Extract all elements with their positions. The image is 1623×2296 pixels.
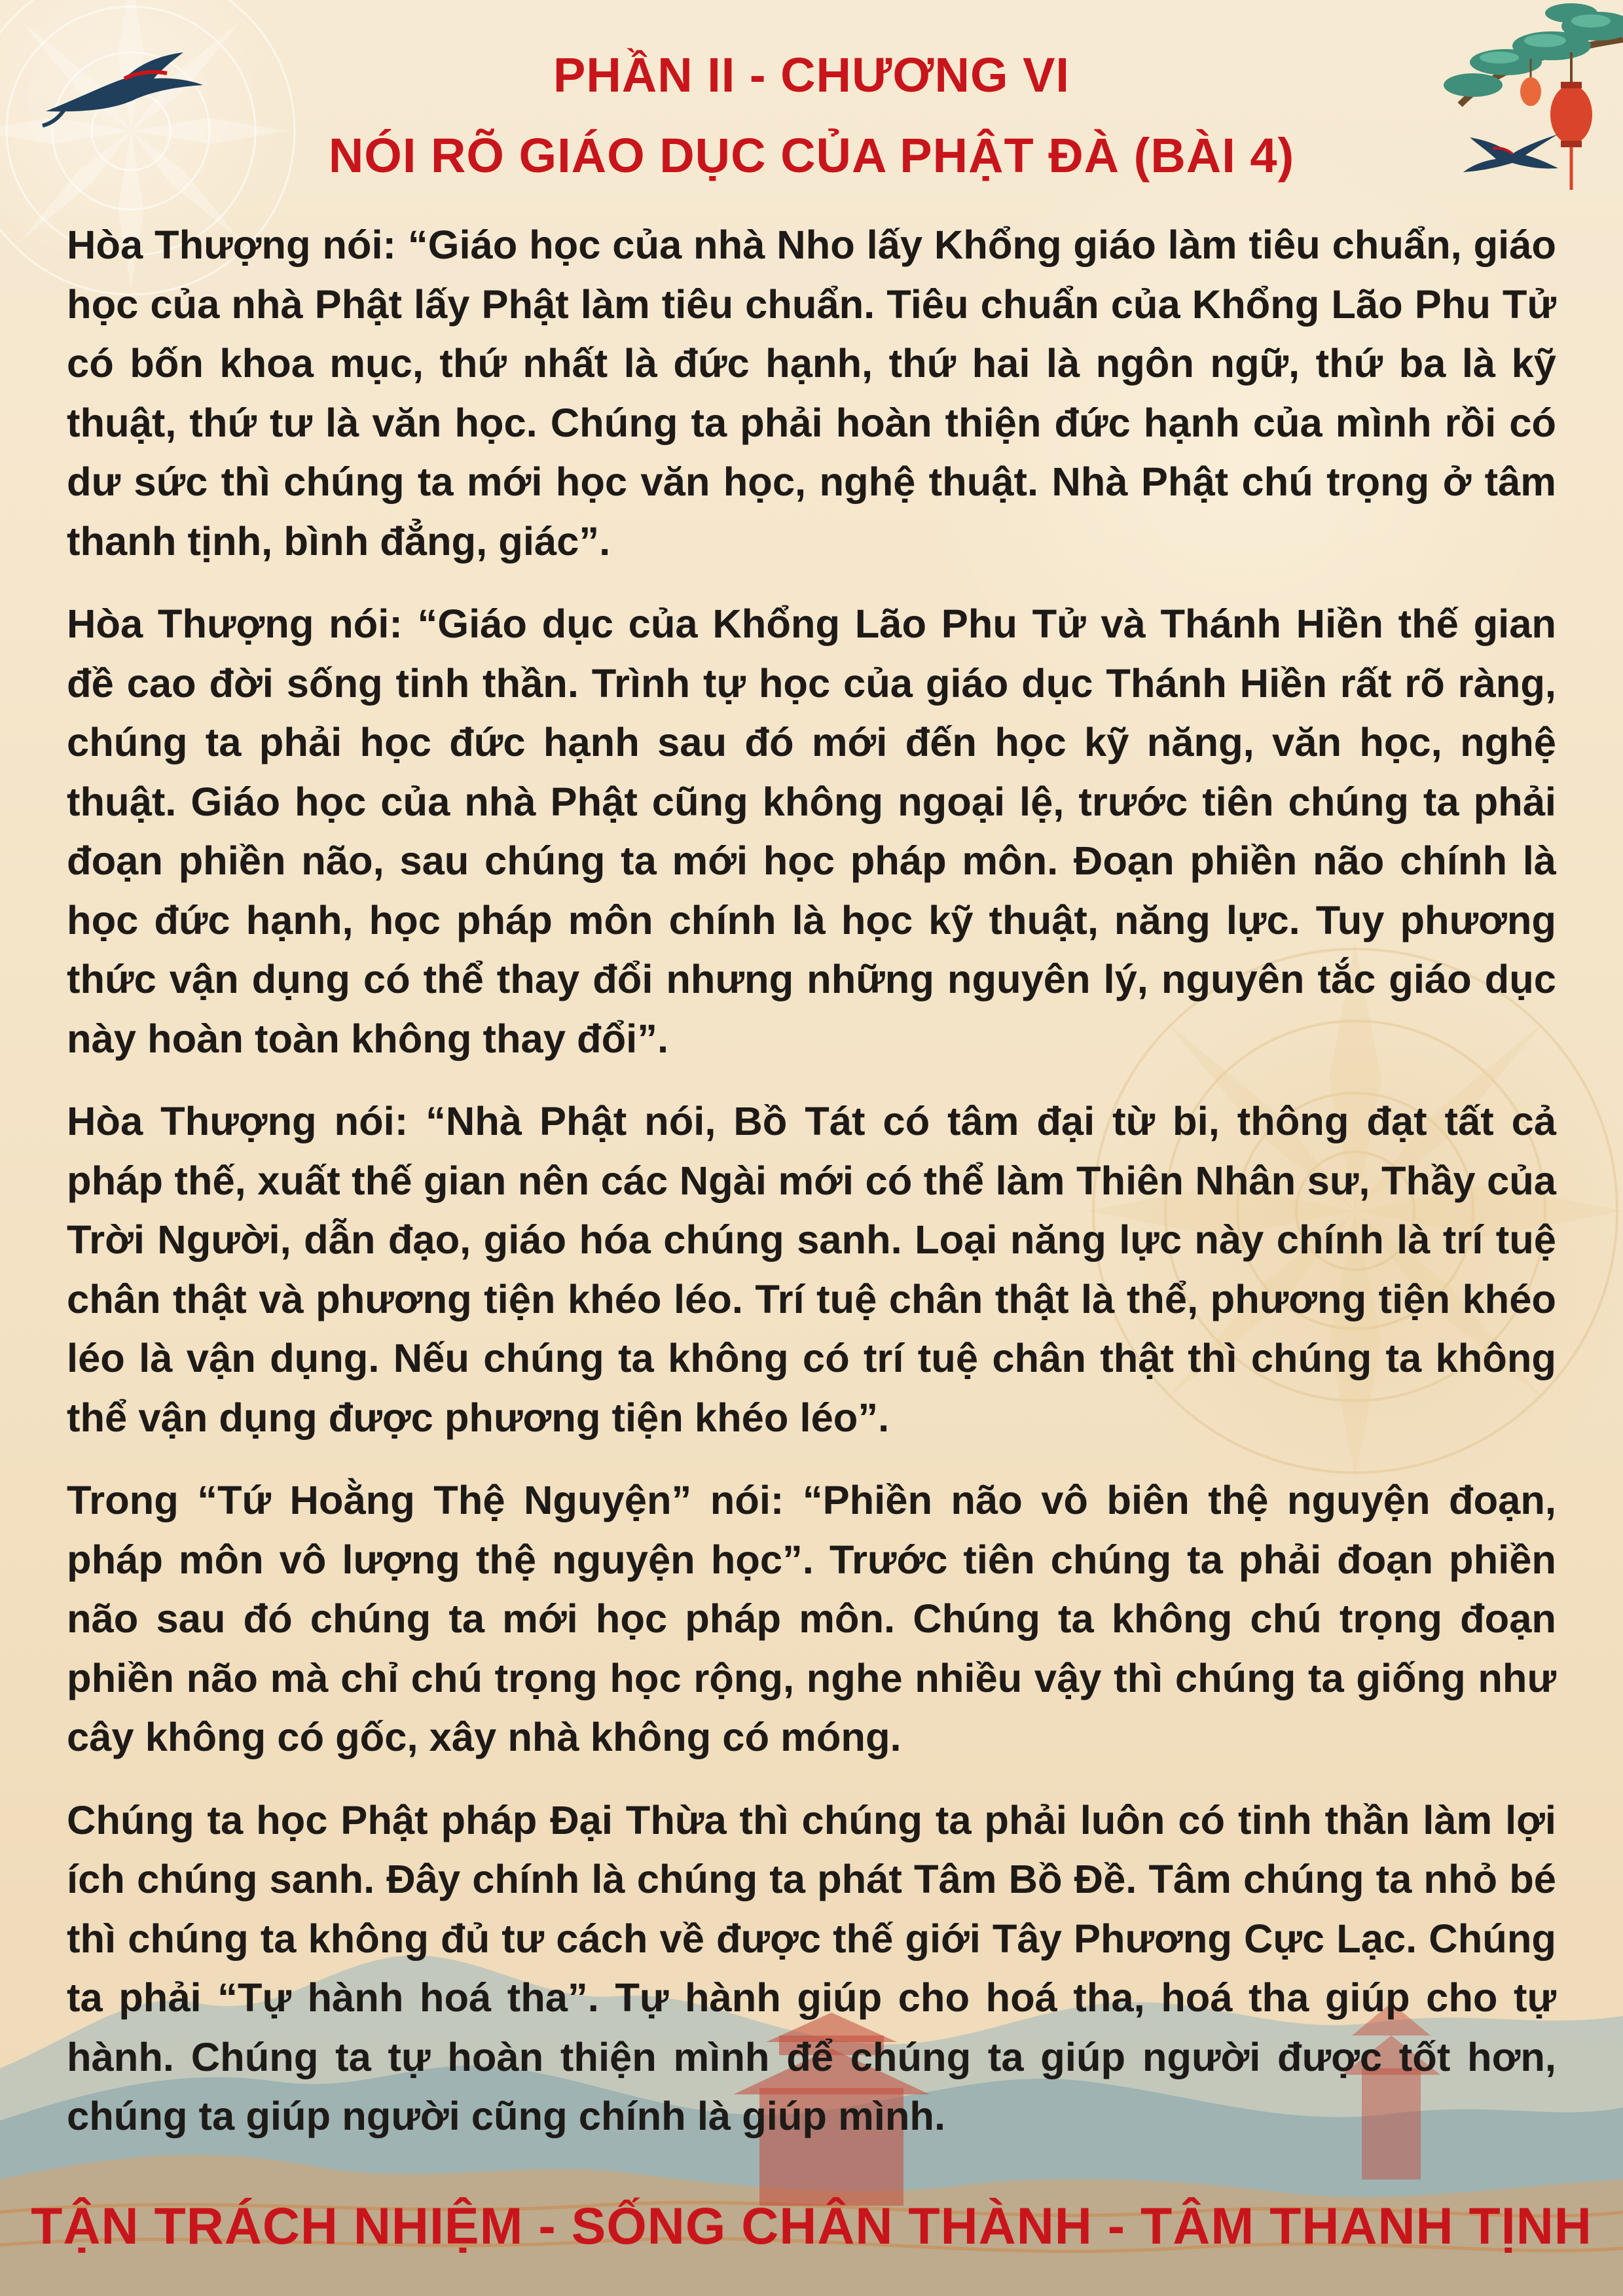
paragraph: Hòa Thượng nói: “Nhà Phật nói, Bồ Tát có tâm đại từ bi, thông đạt tất cả pháp thế, xuất thế gian nên các Ngài mới có thể làm Thiên Nhân sư, Thầy của Trời Người, dẫn đạo, giáo hóa chúng sanh. Loại năng lực này chính là trí tuệ chân thật và phương tiện khéo léo. Trí tuệ chân thật là thể, phương tiện khéo léo là vận dụng. Nếu chúng ta không có trí tuệ chân thật thì chúng ta không thể vận dụng được phương tiện khéo léo”. xyxy=(67,1099,1556,1441)
body-text xyxy=(67,216,1556,2170)
footer-slogan: TẬN TRÁCH NHIỆM - SỐNG CHÂN THÀNH - TÂM THANH TỊNH xyxy=(31,2197,1592,2255)
paragraph: Chúng ta học Phật pháp Đại Thừa thì chúng ta phải luôn có tinh thần làm lợi ích chúng sanh. Đây chính là chúng ta phát Tâm Bồ Đề. Tâm chúng ta nhỏ bé thì chúng ta không đủ tư cách về được thế giới Tây Phương Cực Lạc. Chúng ta phải “Tự hành hoá tha”. Tự hành giúp cho hoá tha, hoá tha giúp cho tự hành. Chúng ta tự hoàn thiện mình để chúng ta giúp người được tốt hơn, chúng ta giúp người cũng chính là giúp mình. xyxy=(67,1797,1556,2139)
paragraph: Hòa Thượng nói: “Giáo học của nhà Nho lấy Khổng giáo làm tiêu chuẩn, giáo học của nhà Phật lấy Phật làm tiêu chuẩn. Tiêu chuẩn của Khổng Lão Phu Tử có bốn khoa mục, thứ nhất là đức hạnh, thứ hai là ngôn ngữ, thứ ba là kỹ thuật, thứ tư là văn học. Chúng ta phải hoàn thiện đức hạnh của mình rồi có dư sức thì chúng ta mới học văn học, nghệ thuật. Nhà Phật chú trọng ở tâm thanh tịnh, bình đẳng, giác”. xyxy=(67,223,1556,564)
paragraph: Trong “Tứ Hoằng Thệ Nguyện” nói: “Phiền não vô biên thệ nguyện đoạn, pháp môn vô lượng thệ nguyện học”. Trước tiên chúng ta phải đoạn phiền não sau đó chúng ta mới học pháp môn. Chúng ta không chú trọng đoạn phiền não mà chỉ chú trọng học rộng, nghe nhiều vậy thì chúng ta giống như cây không có gốc, xây nhà không có móng. xyxy=(67,1478,1556,1760)
chapter-title: PHẦN II - CHƯƠNG VI xyxy=(553,48,1070,102)
pine-branch-lantern-icon xyxy=(1401,0,1623,216)
paragraph: Hòa Thượng nói: “Giáo dục của Khổng Lão Phu Tử và Thánh Hiền thế gian đề cao đời sống tinh thần. Trình tự học của giáo dục Thánh Hiền rất rõ ràng, chúng ta phải học đức hạnh sau đó mới đến học kỹ năng, văn học, nghệ thuật. Giáo học của nhà Phật cũng không ngoại lệ, trước tiên chúng ta phải đoạn phiền não, sau chúng ta mới học pháp môn. Đoạn phiền não chính là học đức hạnh, học pháp môn chính là học kỹ thuật, năng lực. Tuy phương thức vận dụng có thể thay đổi nhưng những nguyên lý, nguyên tắc giáo dục này hoàn toàn không thay đổi”. xyxy=(67,601,1556,1062)
lesson-title: NÓI RÕ GIÁO DỤC CỦA PHẬT ĐÀ (BÀI 4) xyxy=(328,128,1295,183)
